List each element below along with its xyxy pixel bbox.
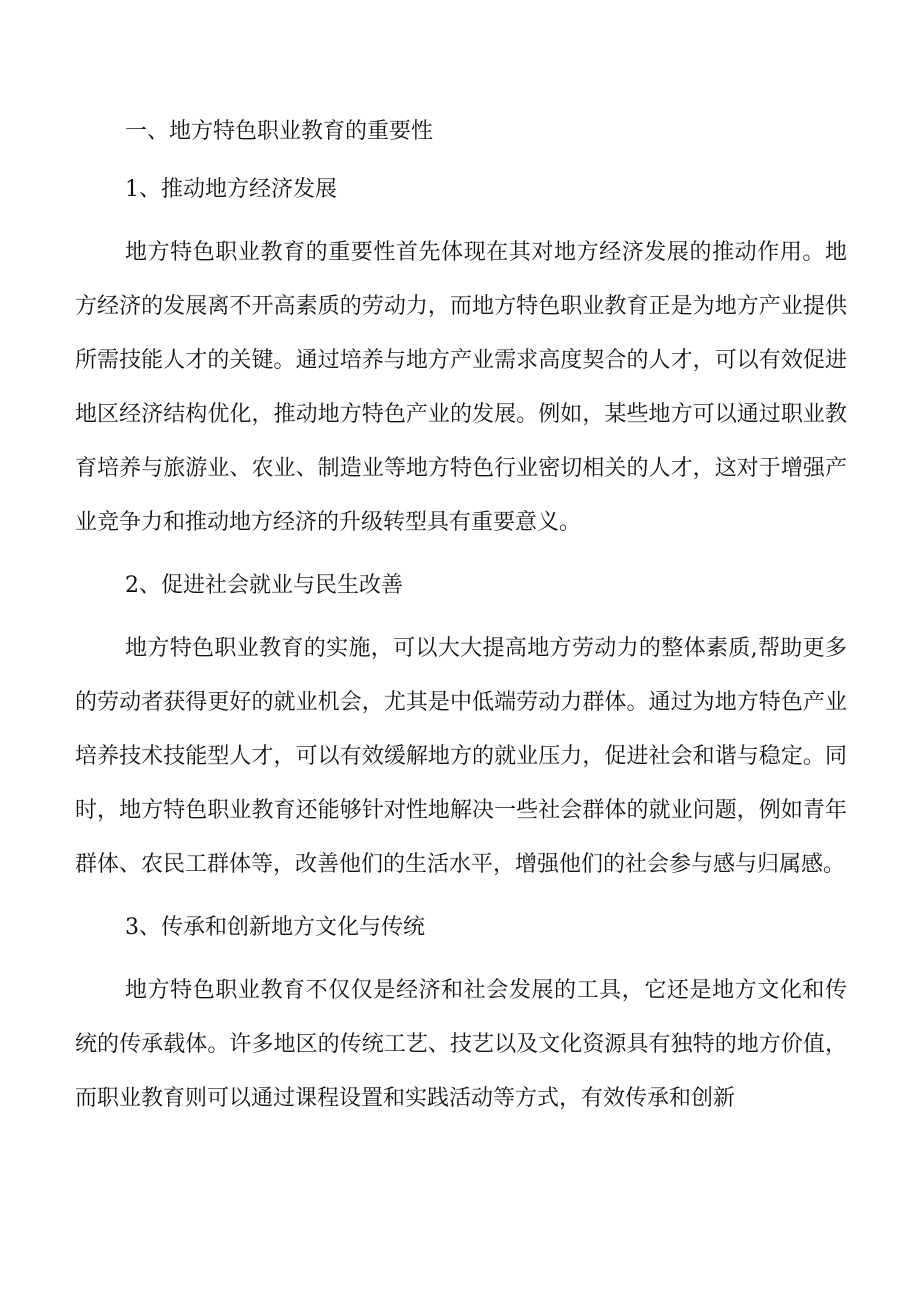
subsection-heading-3: 3、传承和创新地方文化与传统 [125, 915, 425, 940]
section-title: 一、地方特色职业教育的重要性 [125, 119, 434, 144]
subsection-heading-2: 2、促进社会就业与民生改善 [125, 573, 403, 598]
paragraph-1: 地方特色职业教育的重要性首先体现在其对地方经济发展的推动作用。地方经济的发展离不开高素质的劳动力，而地方特色职业教育正是为地方产业提供所需技能人才的关键。通过培养与地方产业需求高度契合的人才，可以有效促进地区经济结构优化，推动地方特色产业的发展。例如，某些地方可以通过职业教育培养与旅游业、农业、制造业等地方特色行业密切相关的人才，这对于增强产业竞争力和推动地方经济的升级转型具有重要意义。 [75, 240, 847, 535]
paragraph-3: 地方特色职业教育不仅仅是经济和社会发展的工具，它还是地方文化和传统的传承载体。许多地区的传统工艺、技艺以及文化资源具有独特的地方价值，而职业教育则可以通过课程设置和实践活动等方式，有效传承和创新 [75, 978, 847, 1111]
paragraph-2: 地方特色职业教育的实施，可以大大提高地方劳动力的整体素质,帮助更多的劳动者获得更好的就业机会，尤其是中低端劳动力群体。通过为地方特色产业培养技术技能型人才，可以有效缓解地方的就业压力，促进社会和谐与稳定。同时，地方特色职业教育还能够针对性地解决一些社会群体的就业问题，例如青年群体、农民工群体等，改善他们的生活水平，增强他们的社会参与感与归属感。 [75, 636, 847, 877]
subsection-heading-1: 1、推动地方经济发展 [125, 177, 337, 202]
document-body [75, 110, 847, 1140]
